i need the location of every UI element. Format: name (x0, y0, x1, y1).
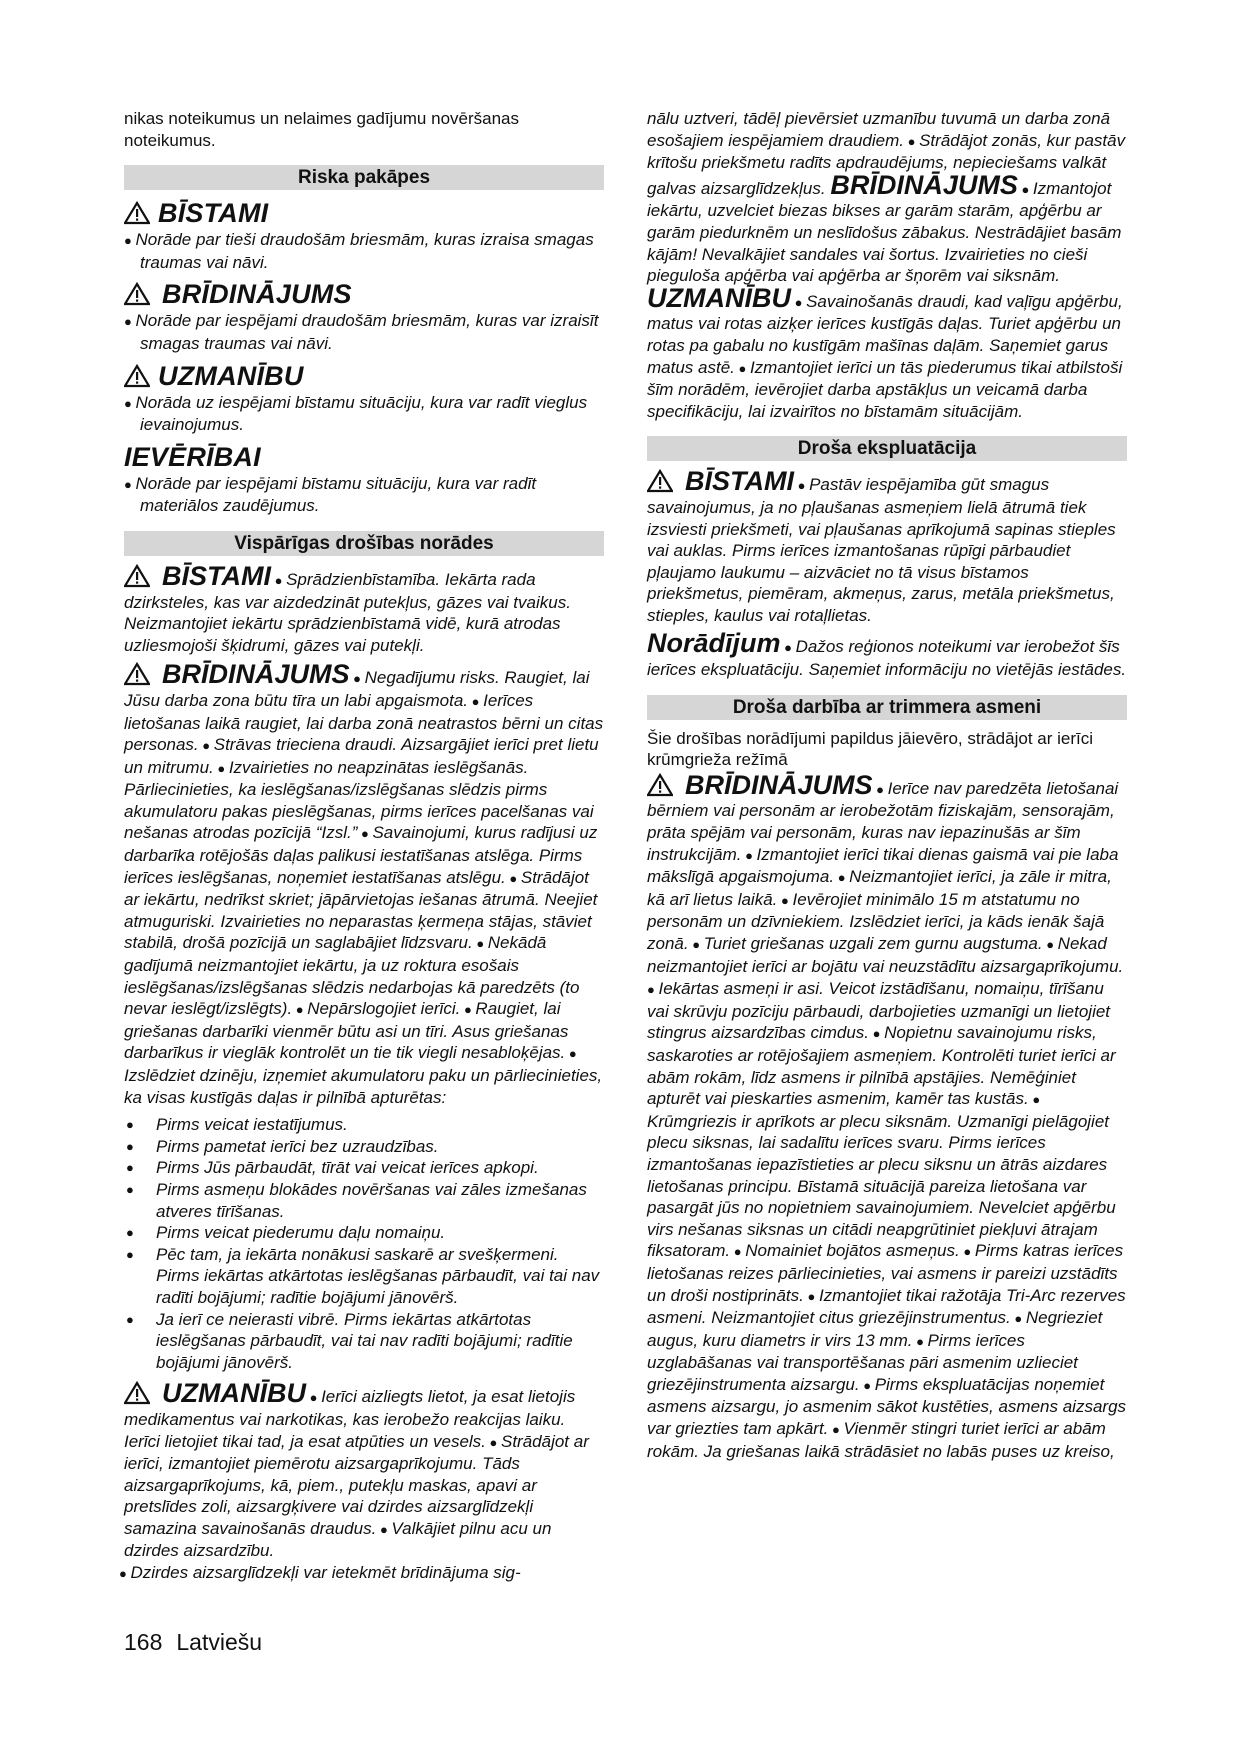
warning-2-text-d: Izvairieties no neapzinātas ieslēgšanās. Pārliecinieties, ka ieslēgšanas/izslēgšanas slēdzis pirms akumulatoru pakas pieslēgšanas, pirms ierīces pacelšanas vai nešanas atrodas pozīcijā “Izsl.” (124, 757, 594, 843)
caution-2-text-d: Dzirdes aizsarglīdzekļi var ietekmēt brīdinājuma sig- (130, 1563, 521, 1583)
warning-2-text-c: Strāvas trieciena draudi. Aizsargājiet ierīci pret lietu un mitrumu. (124, 735, 599, 777)
signal-word-warning-4: BRĪDINĀJUMS (685, 769, 873, 800)
general-warning-paragraph (124, 659, 604, 1108)
warning-2-text-a: Negadījumu risks. Raugiet, lai Jūsu darba zona būtu tīra un labi apgaismota. (124, 668, 590, 710)
continuation-text-a: nālu uztveri, tādēļ pievērsiet uzmanību tuvumā un darba zonā esošajiem iespējamiem draudiem. (647, 109, 1111, 150)
warning-2-text-h: Nepārslogojiet ierīci. (307, 999, 461, 1019)
list-item: ● Pēc tam, ja iekārta nonākusi saskarē ar svešķermeni. Pirms iekārtas atkārtotas ieslēgšanas pārbaudīt, vai tai nav radīti bojājumi; radītie bojājumi jānovērš. (124, 1244, 604, 1309)
warning-4-text-o: Pirms ekspluatācijas noņemiet asmens aizsargu, jo asmenim sākot kustēties, asmens aizsargs var griezties tam apkārt. (647, 1374, 1127, 1439)
warning-4-text-j: Nomainiet bojātos asmeņus. (745, 1241, 960, 1261)
warning-4-text-f: Nekad neizmantojiet ierīci ar bojātu vai neuzstādītu aizsargaprīkojumu. (647, 934, 1124, 976)
general-danger-paragraph (124, 560, 604, 656)
warning-4-text-l: Izmantojiet tikai ražotāja Tri-Arc rezerves asmeni. Neizmantojiet citus griezējinstrumentus. (647, 1285, 1126, 1328)
warning-4-text-i: Krūmgriezis ir aprīkots ar plecu siksnām. Uzmanīgi pielāgojiet plecu siksnas, lai sadalītu ierīces svaru. Pirms ierīces izmantošanas iepazīstieties ar plecu siksnu un ātrās aizdares lietošanas principu. Bīstamā situācijā pareiza lietošana var pasargāt jūs no nopietniem savainojumiem. Nevelciet apģērbu virs nešanas siksnas un citādi neapgrūtiniet piekļuvi ātrajam fiksatoram. (647, 1111, 1116, 1261)
warning-4-text-b: Izmantojiet ierīci tikai dienas gaismā vai pie laba mākslīgā apgaismojuma. (647, 844, 1119, 887)
caution-3-text-a: Savainošanās draudi, kad vaļīgu apģērbu, matus vai rotas aizķer ierīces kustīgās daļas. Turiet apģērbu un rotas pa gabalu no kustīgām mašīnas daļām. Saņemiet garus matus astē. (647, 291, 1123, 377)
signal-caution (124, 361, 604, 392)
warning-triangle-icon (124, 201, 150, 225)
warning-triangle-icon (124, 282, 150, 306)
section-title-safe-operation: Droša ekspluatācija (647, 436, 1127, 461)
warning-2-text-f: Strādājot ar iekārtu, nedrīkst skriet; jāpārvietojas iešanas ātrumā. Neejiet atmuguriski. Izvairieties no neparastas ķermeņa stājas, stāviet stabilā, drošā pozīcijā un saglabājiet līdzsvaru. (124, 867, 598, 953)
caution-2-text-a: Ierīci aizliegts lietot, ja esat lietojis medikamentus vai narkotikas, kas ierobežo reakcijas laiku. Ierīci lietojiet tikai tad, ja esat atpūties un vesels. (124, 1387, 576, 1451)
signal-warning (124, 279, 604, 310)
signal-word-caution: UZMANĪBU (158, 360, 304, 391)
trimmer-intro: Šie drošības norādījumi papildus jāievēro, strādājot ar ierīci krūmgrieža režīmā (647, 728, 1094, 770)
note-text: Dažos reģionos noteikumi var ierobežot šīs ierīces ekspluatāciju. Saņemiet informāciju no vietējās iestādes. (647, 637, 1127, 680)
caution-2-text-c: Valkājiet pilnu acu un dzirdes aizsardzību. (124, 1518, 552, 1561)
list-item: ● Pirms Jūs pārbaudāt, tīrāt vai veicat ierīces apkopi. (124, 1157, 604, 1179)
signal-word-danger-3: BĪSTAMI (685, 466, 794, 497)
signal-notice (124, 442, 604, 473)
signal-word-caution-2: UZMANĪBU (162, 1378, 306, 1409)
list-item: ● Pirms veicat iestatījumus. (124, 1114, 604, 1136)
warning-2-text-b: Ierīces lietošanas laikā raugiet, lai darba zonā neatrastos bērni un citas personas. (124, 690, 604, 755)
signal-word-note: Norādījum (647, 628, 781, 659)
signal-word-warning: BRĪDINĀJUMS (162, 279, 352, 310)
warning-2-text-e: Savainojumi, kurus radījusi uz darbarīka rotējošās daļas palikusi iestatīšanas atslēga. Pirms ierīces ieslēgšanas, noņemiet iestatīšanas atslēgu. (124, 823, 598, 887)
warning-4-text-g: Iekārtas asmeņi ir asi. Veicot izstādīšanu, nomaiņu, tīrīšanu vai skrūvju pozīciju pārbaudi, darbojieties uzmanīgi un lietojiet stingrus aizsardzības cimdus. (647, 979, 1111, 1043)
warning-4-text-a: Ierīce nav paredzēta lietošanai bērniem vai personām ar ierobežotām fiziskajām, sensorajām, prāta spējām vai personām, kuras nav iepazinušās ar šīm instrukcijām. (647, 778, 1119, 864)
caution-description: ● Norāda uz iespējami bīstamu situāciju, kura var radīt vieglus ievainojumus. (124, 392, 604, 436)
caution-3-text-b: Izmantojiet ierīci un tās piederumus tikai atbilstoši šīm norādēm, ievērojiet darba apstākļus un veicamā darba specifikāciju, lai izvairītos no bīstamām situācijām. (647, 357, 1123, 421)
warning-4-text-m: Negrieziet augus, kuru diametrs ir virs 13 mm. (647, 1308, 1103, 1350)
general-caution-paragraph (124, 1378, 604, 1584)
footer-language: Latviešu (176, 1629, 263, 1655)
notice-description: ● Norāde par iespējami bīstamu situāciju, kura var radīt materiālos zaudējumus. (124, 473, 604, 517)
section-title-general-safety: Vispārīgas drošības norādes (124, 531, 604, 556)
section-title-risk-levels: Riska pakāpes (124, 165, 604, 190)
warning-triangle-icon (124, 1381, 150, 1405)
danger-description: ● Norāde par tieši draudošām briesmām, kuras izraisa smagas traumas vai nāvi. (124, 229, 604, 273)
warning-2-text-g: Nekādā gadījumā neizmantojiet iekārtu, ja uz roktura esošais ieslēgšanas/izslēgšanas slēdzis nedarbojas kā paredzēts (to nevar ieslēgt/izslēgts). (124, 933, 580, 1019)
intro-text: nikas noteikumus un nelaimes gadījumu novēršanas noteikumus. (124, 109, 520, 150)
signal-word-danger-2: BĪSTAMI (162, 560, 271, 591)
warning-4-text-n: Pirms ierīces uzglabāšanas vai transportēšanas pāri asmenim uzlieciet griezējinstrumenta aizsargu. (647, 1330, 1078, 1394)
warning-4-text-d: Ievērojiet minimālo 15 m atstatumu no personām un dzīvniekiem. Izslēdziet ierīci, ja kāds ienāk šajā zonā. (647, 889, 1105, 953)
warning-4-text-e: Turiet griešanas uzgali zem gurnu augstuma. (703, 934, 1043, 953)
section-title-trimmer-blade: Droša darbība ar trimmera asmeni (647, 695, 1127, 720)
operation-danger-paragraph (647, 466, 1127, 626)
warning-2-text-j: Izslēdziet dzinēju, izņemiet akumulatoru paku un pārliecinieties, ka visas kustīgās daļas ir pilnībā apturētas: (124, 1066, 603, 1107)
left-column (124, 108, 604, 1591)
warning-description: ● Norāde par iespējami draudošām briesmām, kuras var izraisīt smagas traumas vai nāvi. (124, 310, 604, 354)
warning-triangle-icon (124, 662, 150, 686)
warning-triangle-icon (124, 364, 150, 388)
warning-4-text-h: Nopietnu savainojumu risks, saskaroties ar rotējošajiem asmeņiem. Kontrolēti turiet ierīci ar abām rokām, līdz asmens ir pilnībā apstājies. Nemēģiniet apturēt vai pieskarties asmenim, kamēr tas kustās. (647, 1023, 1116, 1109)
warning-triangle-icon (124, 564, 150, 588)
list-item: ● Pirms pametat ierīci bez uzraudzības. (124, 1136, 604, 1158)
warning-2-text-i: Raugiet, lai griešanas darbarīki vienmēr būtu asi un tīri. Asus griešanas darbarīkus ir vieglāk kontrolēt un tie tik viegli nesabloķējas. (124, 999, 569, 1063)
danger-2-text: Sprādzienbīstamība. Iekārta rada dzirksteles, kas var aizdedzināt putekļus, gāzes vai tvaikus. Neizmantojiet iekārtu sprādzienbīstamā vidē, kurā atrodas uzliesmojoši šķidrumi, gāzes vai putekļi. (124, 569, 571, 655)
caution-2-text-b: Strādājot ar ierīci, izmantojiet piemērotu aizsargaprīkojumu. Tāds aizsargaprīkojums, kā, piem., putekļu maskas, apavi ar pretslīdes zoli, aizsargķivere vai dzirdes aizsarglīdzekļi samazina savainošanās draudus. (124, 1431, 589, 1538)
danger-3-text: Pastāv iespējamība gūt smagus savainojumus, ja no pļaušanas asmeņiem lielā ātrumā tiek izsviesti priekšmeti, vai pļaušanas aprīkojumā sapinas stieples vai auklas. Pirms ierīces izmantošanas rūpīgi pārbaudiet pļaujamo laukumu – aizvāciet no tā visus bīstamos priekšmetus, piemēram, akmeņus, zarus, metāla priekšmetus, stieples, kaulus vai rotaļlietas. (647, 475, 1116, 625)
continuation-text-b: Strādājot zonās, kur pastāv krītošu priekšmetu radīts apdraudējums, nepieciešams valkāt galvas aizsarglīdzekļus. (647, 130, 1126, 198)
trimmer-warning-paragraph (647, 769, 1127, 1462)
warning-4-text-c: Neizmantojiet ierīci, ja zāle ir mitra, kā arī lietus laikā. (647, 867, 1112, 909)
list-item: ● Ja ierī ce neierasti vibrē. Pirms iekārtas atkārtotas ieslēgšanas pārbaudīt, vai tai nav radīti bojājumi; radītie bojājumi jānovērš. (124, 1309, 604, 1374)
warning-4-text-p: Vienmēr stingri turiet ierīci ar abām rokām. Ja griešanas laikā strādāsiet no labās puses uz kreiso, (647, 1419, 1115, 1461)
signal-danger (124, 198, 604, 229)
warning-triangle-icon (647, 773, 673, 797)
list-item: ● Pirms veicat piederumu daļu nomaiņu. (124, 1222, 604, 1244)
signal-word-warning-2: BRĪDINĀJUMS (162, 659, 350, 690)
continuation-paragraph (647, 108, 1127, 422)
page-number: 168 (124, 1629, 163, 1655)
list-item: ● Pirms asmeņu blokādes novēršanas vai zāles izmešanas atveres tīrīšanas. (124, 1179, 604, 1222)
signal-word-caution-3: UZMANĪBU (647, 282, 791, 313)
warning-3-text-a: Izmantojot iekārtu, uzvelciet biezas bikses ar garām starām, apģērbu ar garām piedurknēm un neslīdošus zābakus. Nestrādājiet basām kājām! Nevalkājiet sandales vai šortus. Izvairieties no cieši pieguloša apģērba vai apģērba ar šņorēm vai siksnām. (647, 178, 1122, 286)
warning-4-text-k: Pirms katras ierīces lietošanas reizes pārliecinieties, vai asmens ir pareizi uzstādīts un droši nostiprināts. (647, 1241, 1124, 1305)
page-footer (124, 1628, 262, 1656)
signal-word-notice: IEVĒRĪBAI (124, 441, 261, 472)
warning-triangle-icon (647, 469, 673, 493)
notice-paragraph (647, 628, 1127, 680)
signal-word-warning-3: BRĪDINĀJUMS (830, 169, 1018, 200)
right-column (647, 108, 1127, 1468)
shutdown-conditions-list (124, 1114, 604, 1373)
signal-word-danger: BĪSTAMI (158, 198, 269, 229)
